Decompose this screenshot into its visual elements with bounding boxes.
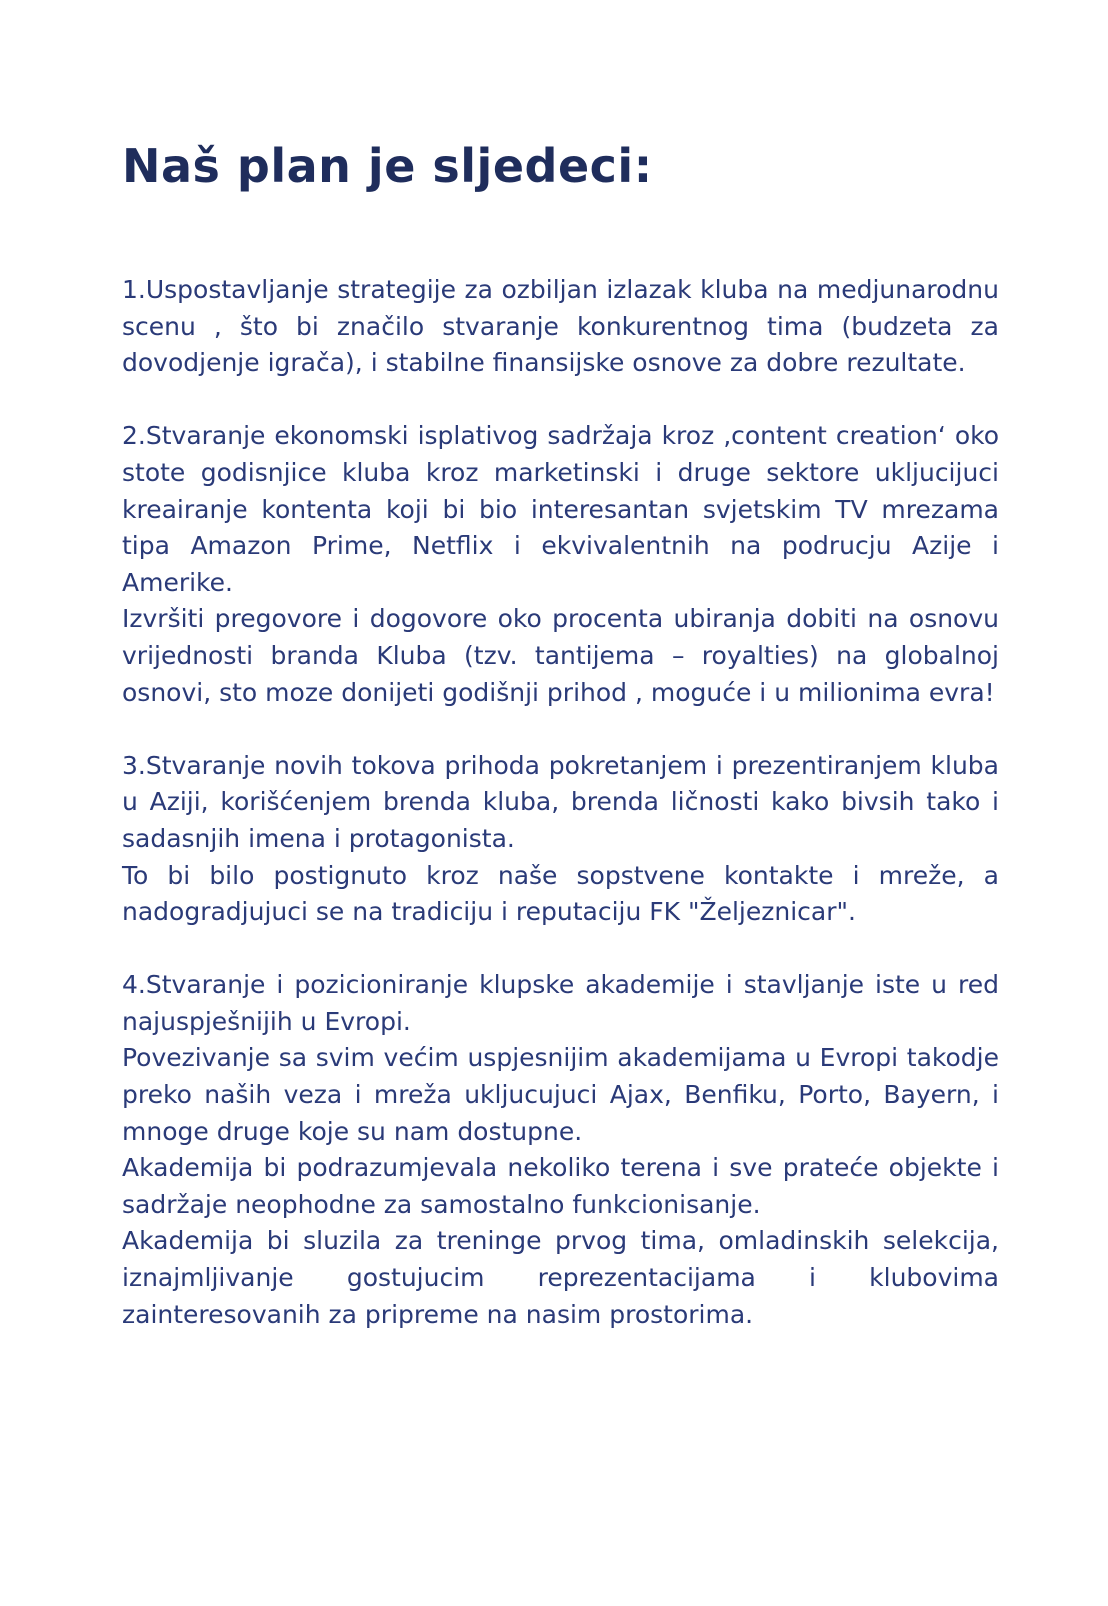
plan-item-2: 2.Stvaranje ekonomski isplativog sadržaja kroz ‚content creation‘ oko stote godisnjice kluba kroz marketinski i druge sektore ukljucijuci kreairanje kontenta koji bi bio interesantan svjetskim TV mrezama tipa Amazon Prime, Netflix i ekvivalentnih na podrucju Azije i Amerike. <box>122 421 999 597</box>
plan-item-4-usage: Akademija bi sluzila za treninge prvog tima, omladinskih selekcija, iznajmljivanje gostujucim reprezentacijama i klubovima zainteresovanih za pripreme na nasim prostorima. <box>122 1226 999 1329</box>
plan-item-4: 4.Stvaranje i pozicioniranje klupske akademije i stavljanje iste u red najuspješnijih u Evropi. <box>122 970 999 1036</box>
plan-item-3-continued: To bi bilo postignuto kroz naše sopstvene kontakte i mreže, a nadogradjujuci se na tradiciju i reputaciju FK "Željeznicar". <box>122 860 999 927</box>
plan-item-3: 3.Stvaranje novih tokova prihoda pokretanjem i prezentiranjem kluba u Aziji, korišćenjem brenda kluba, brenda ličnosti kako bivsih tako i sadasnjih imena i protagonista. <box>122 750 999 853</box>
page-title: Naš plan je sljedeci: <box>122 139 653 193</box>
plan-item-2-continued: Izvršiti pregovore i dogovore oko procenta ubiranja dobiti na osnovu vrijednosti branda Kluba (tzv. tantijema – royalties) na globalnoj osnovi, sto moze donijeti godišnji prihod , moguće i u milionima evra! <box>122 604 999 707</box>
plan-body <box>122 272 999 1333</box>
plan-item-4-partners: Povezivanje sa svim većim uspjesnijim akademijama u Evropi takodje preko naših veza i mreža ukljucujuci Ajax, Benfiku, Porto, Bayern, i mnoge druge koje su nam dostupne. <box>122 1043 999 1146</box>
plan-item-1: 1.Uspostavljanje strategije za ozbiljan izlazak kluba na medjunarodnu scenu , što bi značilo stvaranje konkurentnog tima (budzeta za dovodjenje igrača), i stabilne finansijske osnove za dobre rezultate. <box>122 275 999 378</box>
plan-item-4-facilities: Akademija bi podrazumjevala nekoliko terena i sve prateće objekte i sadržaje neophodne za samostalno funkcionisanje. <box>122 1153 999 1219</box>
